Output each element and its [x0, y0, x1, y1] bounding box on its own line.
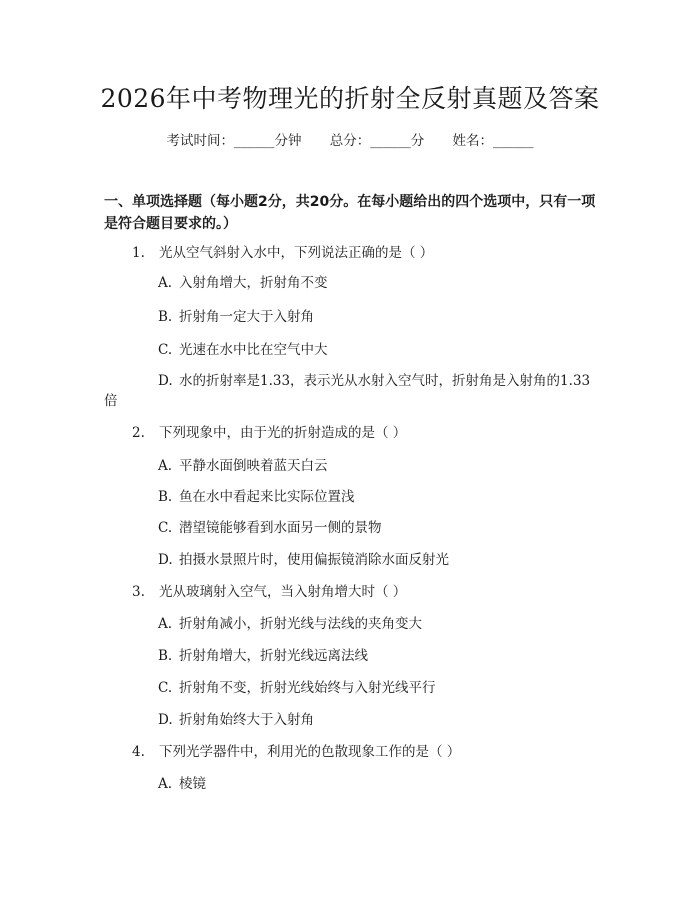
- option-label: A.: [158, 776, 173, 792]
- question-2-option-a: [158, 456, 328, 476]
- option-label: B.: [158, 648, 173, 664]
- section-heading: [104, 191, 604, 235]
- question-1-option-d: [158, 371, 590, 391]
- question-3-option-c: [158, 678, 436, 698]
- section-heading-line-1: 一、单项选择题（每小题2分，共20分。在每小题给出的四个选项中，只有一项: [104, 194, 596, 210]
- option-text: 潜望镜能够看到水面另一侧的景物: [179, 520, 382, 536]
- option-text: 平静水面倒映着蓝天白云: [179, 458, 328, 474]
- question-3-option-d: [158, 710, 314, 730]
- question-2-option-c: [158, 518, 382, 538]
- question-stem: 下列现象中，由于光的折射造成的是（ ）: [159, 425, 407, 441]
- question-3-option-a: [158, 614, 422, 634]
- option-label: B.: [158, 309, 173, 325]
- section-heading-line-2: 是符合题目要求的。）: [104, 216, 237, 232]
- option-label: C.: [158, 680, 173, 696]
- question-2-option-b: [158, 487, 355, 507]
- student-name-field: 姓名：______: [452, 133, 534, 149]
- question-stem: 下列光学器件中，利用光的色散现象工作的是（ ）: [159, 744, 461, 760]
- question-1-option-d-continuation: 倍: [104, 393, 118, 409]
- question-3-option-b: [158, 646, 368, 666]
- option-text: 折射角一定大于入射角: [179, 309, 314, 325]
- question-1: [132, 243, 433, 263]
- option-label: D.: [158, 712, 173, 728]
- question-number: 1.: [132, 245, 145, 261]
- question-3: [132, 582, 406, 602]
- option-label: A.: [158, 616, 173, 632]
- option-label: D.: [158, 552, 173, 568]
- option-text: 鱼在水中看起来比实际位置浅: [179, 489, 355, 505]
- option-text: 光速在水中比在空气中大: [179, 342, 328, 358]
- option-text: 折射角增大，折射光线远离法线: [179, 648, 368, 664]
- option-text: 折射角不变，折射光线始终与入射光线平行: [179, 680, 436, 696]
- option-label: C.: [158, 520, 173, 536]
- option-label: A.: [158, 275, 173, 291]
- exam-time-field: 考试时间：______分钟: [166, 133, 302, 149]
- question-4: [132, 742, 460, 762]
- question-1-option-c: [158, 340, 328, 360]
- question-4-option-a: [158, 774, 206, 794]
- option-text: 棱镜: [179, 776, 206, 792]
- option-text: 入射角增大，折射角不变: [179, 275, 328, 291]
- option-label: D.: [158, 373, 173, 389]
- question-number: 2.: [132, 425, 145, 441]
- option-label: C.: [158, 342, 173, 358]
- option-label: B.: [158, 489, 173, 505]
- question-2: [132, 423, 406, 443]
- question-stem: 光从玻璃射入空气，当入射角增大时（ ）: [159, 584, 407, 600]
- total-score-field: 总分：______分: [329, 133, 425, 149]
- question-stem: 光从空气斜射入水中，下列说法正确的是（ ）: [159, 245, 434, 261]
- question-1-option-a: [158, 273, 328, 293]
- document-title: 2026年中考物理光的折射全反射真题及答案: [100, 84, 600, 113]
- exam-info-line: [0, 131, 700, 151]
- question-1-option-b: [158, 307, 314, 327]
- option-label: A.: [158, 458, 173, 474]
- question-2-option-d: [158, 550, 449, 570]
- option-text: 拍摄水景照片时，使用偏振镜消除水面反射光: [179, 552, 449, 568]
- question-number: 4.: [132, 744, 145, 760]
- option-text: 折射角减小，折射光线与法线的夹角变大: [179, 616, 422, 632]
- question-number: 3.: [132, 584, 145, 600]
- option-text: 水的折射率是1.33，表示光从水射入空气时，折射角是入射角的1.33: [179, 373, 591, 389]
- option-text: 折射角始终大于入射角: [179, 712, 314, 728]
